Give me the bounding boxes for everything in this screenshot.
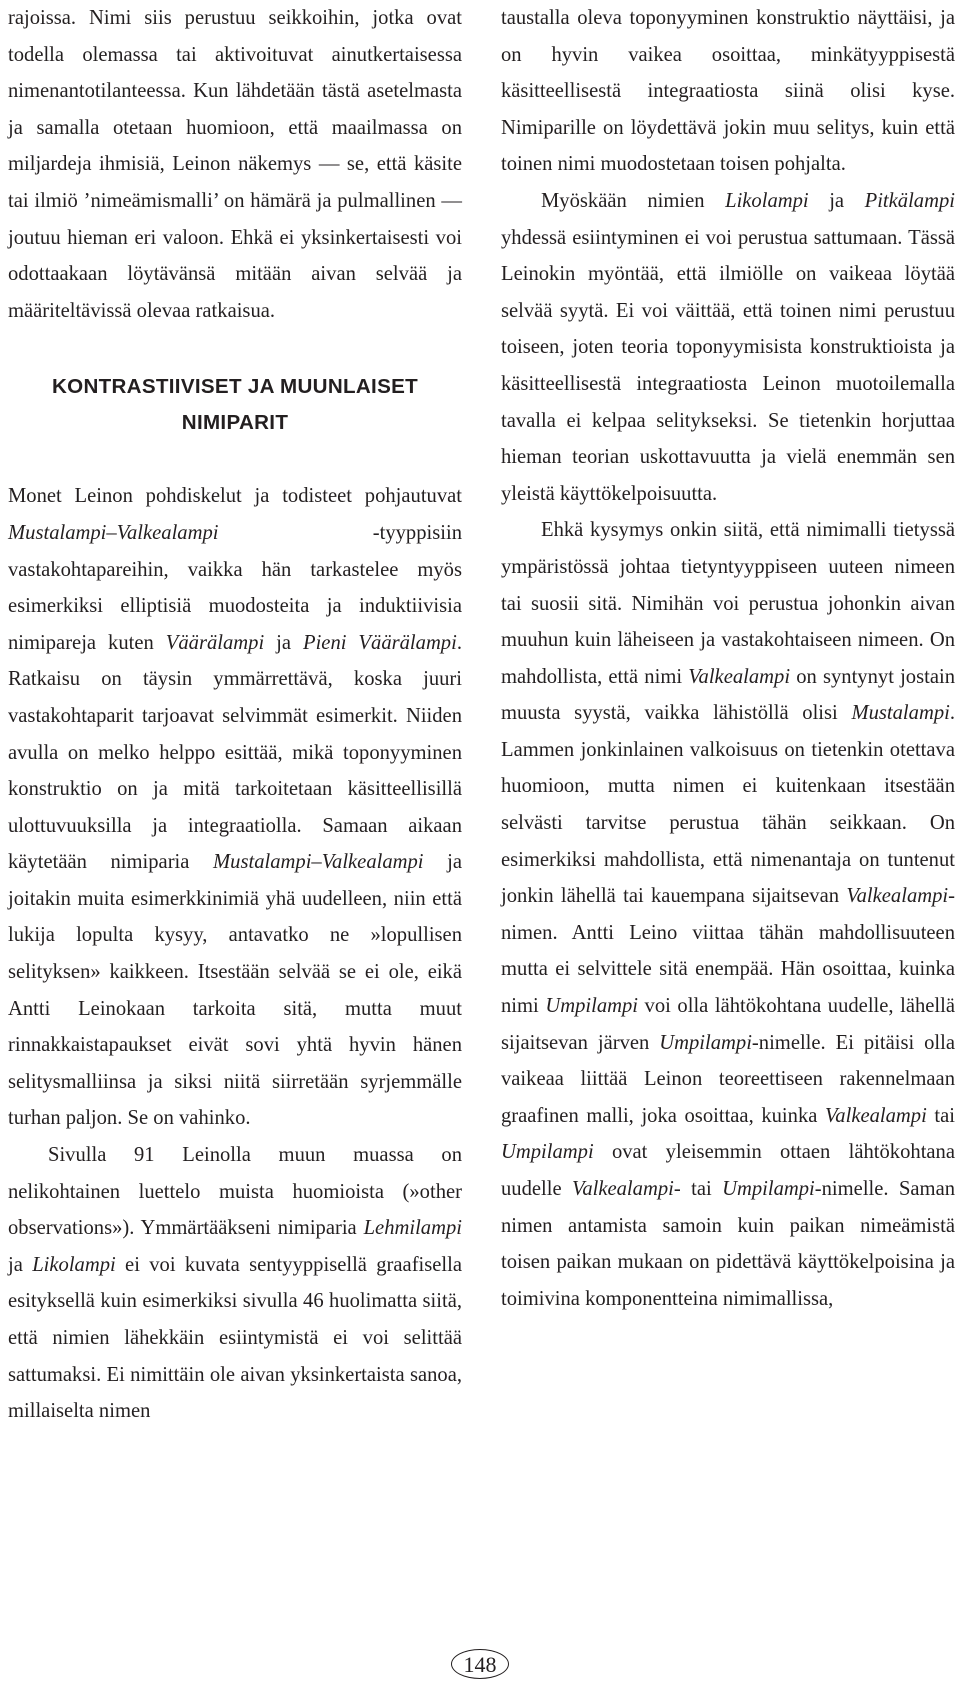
italic-place-name: Likolampi — [32, 1253, 116, 1276]
text-span: Sivulla 91 Leinolla muun muassa on nelikohtainen luettelo muista huomioista (»other observations»). Ymmärtääkseni nimiparia — [8, 1144, 462, 1240]
paragraph-intro: rajoissa. Nimi siis perustuu seikkoihin, jotka ovat todella olemassa tai aktivoituvat ainutkertaisessa nimenantotilanteessa. Kun lähdetään tästä asetelmasta ja samalla otetaan huomioon, että maailmassa on miljardeja ihmisiä, Leinon näkemys — se, että käsite tai ilmiö ’nimeämismalli’ on hämärä ja pulmallinen — joutuu hieman eri valoon. Ehkä ei yksinkertaisesti voi odottaakaan löytävänsä mitään aivan selvää ja määriteltävissä olevaa ratkaisua. — [8, 7, 462, 322]
paragraph-likolampi-pitkalampi — [501, 183, 955, 512]
text-span: Myöskään nimien — [541, 189, 726, 212]
text-span: Monet Leinon pohdiskelut ja todisteet pohjautuvat — [8, 485, 462, 508]
section-heading-line1: KONTRASTIIVISET JA MUUNLAISET — [51, 375, 419, 399]
paragraph-contrastive-pairs — [8, 478, 462, 1137]
left-column — [8, 0, 462, 1430]
paragraph-continuation: taustalla oleva toponyyminen konstruktio näyttäisi, ja on hyvin vaikea osoittaa, minkätyyppisestä käsitteellisestä integraatiosta siinä olisi kyse. Nimiparille on löydettävä jokin muu selitys, kuin että toinen nimi muodostetaan toisen pohjalta. — [501, 7, 955, 176]
text-span: ja — [264, 631, 303, 654]
italic-place-name: Mustalampi–Valkealampi — [213, 851, 424, 874]
italic-place-name: Valkealampi — [825, 1104, 927, 1127]
page-number: 148 — [451, 1649, 509, 1679]
section-heading — [8, 369, 462, 441]
italic-place-name: Pitkälampi — [864, 189, 955, 212]
italic-place-name: Valkealampi — [688, 665, 791, 688]
text-span: ei voi kuvata sentyyppisellä graafisella esityksellä kuin esimerkiksi sivulla 46 huolimatta siitä, että nimien lähekkäin esiintymistä ei voi selittää sattumaksi. Ei nimittäin ole aivan yksinkertaista sanoa, millaiselta nimen — [8, 1253, 463, 1423]
italic-place-name: Umpilampi — [722, 1178, 815, 1200]
text-span: . Ratkaisu on täysin ymmärrettävä, koska juuri vastakohtaparit tarjoavat selvimmät esimerkit. Niiden avulla on melko helppo esittää, mikä toponyyminen konstruktio on ja mitä tarkoitetaan käsitteellisillä ulottuvuuksilla ja integraatiolla. Samaan aikaan käytetään nimiparia — [8, 631, 462, 874]
italic-place-name: Umpilampi — [545, 995, 638, 1018]
italic-place-name: Umpilampi — [501, 1141, 594, 1164]
text-span: ja — [8, 1253, 33, 1276]
italic-place-name: Likolampi — [725, 189, 809, 212]
text-span: yhdessä esiintyminen ei voi perustua sattumaan. Tässä Leinokin myöntää, että ilmiölle on vaikeaa löytää selvää syytä. Ei voi väittää, että toinen nimi perustuu toiseen, joten teoria toponyymisista konstruktioista ja käsitteellisestä integraatiosta Leinon muotoilemalla tavalla ei kelpaa selitykseksi. Se tietenkin horjuttaa hieman teorian uskottavuutta ja vielä enemmän sen yleistä käyttökelpoisuutta. — [501, 226, 955, 505]
text-span: ja joitakin muita esimerkkinimiä yhä uudelleen, niin että lukija lopulta kysyy, antavatko ne »lopullisen selityksen» kaikkeen. Itsestään selvää se ei ole, eikä Antti Leinokaan tarkoita sitä, mutta muut rinnakkaistapaukset eivät sovi yhtä hyvin hänen selitysmalliinsa ja siksi niitä siirretään syrjemmälle turhan paljon. Se on vahinko. — [8, 851, 463, 1130]
italic-place-name: Mustalampi–Valkealampi — [8, 521, 219, 544]
italic-place-name: Valkealampi — [572, 1178, 674, 1200]
italic-place-name: Väärälampi — [165, 631, 265, 654]
italic-place-name: Mustalampi — [851, 702, 950, 725]
text-span: -tyyppisiin vastakohtapareihin, vaikka hän tarkastelee myös esimerkiksi elliptisiä muodosteita ja induktiivisia nimipareja kuten — [8, 521, 462, 654]
text-span: ja — [808, 189, 865, 212]
page-footer — [0, 1649, 960, 1679]
text-span: -nimelle. Ei pitäisi olla vaikeaa liittää Leinon teoreettiseen rakennelmaan graafinen malli, joka osoittaa, kuinka — [501, 1031, 955, 1127]
italic-place-name: Valkealampi — [846, 885, 949, 908]
text-span: Ehkä kysymys onkin siitä, että nimimalli tietyssä ympäristössä johtaa tietyntyyppiseen uuteen nimeen tai suosii sitä. Nimihän voi perustua johonkin aivan muuhun kuin läheiseen ja vastakohtaiseen nimeen. On mahdollista, että nimi — [501, 519, 955, 688]
paragraph-other-observations — [8, 1137, 462, 1430]
text-span: ovat yleisemmin ottaen lähtökohtana uudelle — [501, 1141, 955, 1200]
text-span: voi olla lähtökohtana uudelle, lähellä sijaitsevan järven — [501, 995, 955, 1054]
text-span: -nimelle. Saman nimen antamista samoin kuin paikan nimeämistä toisen paikan mukaan on pidettävä käyttökelpoisina ja toimivina komponentteina nimimallissa, — [501, 1178, 956, 1310]
paragraph-name-model — [501, 512, 955, 1317]
section-heading-line2: NIMIPARIT — [181, 411, 289, 435]
right-column — [501, 0, 955, 1317]
text-span: . Lammen jonkinlainen valkoisuus on tietenkin otettava huomioon, mutta nimen ei kuitenkaan itsestään selvästi tarvitse perustua tähän seikkaan. On esimerkiksi mahdollista, että nimenantaja on tuntenut jonkin lähellä tai kauempana sijaitsevan — [501, 702, 955, 908]
italic-place-name: Pieni Väärälampi — [303, 631, 457, 654]
italic-place-name: Lehmilampi — [363, 1217, 462, 1240]
text-span: tai — [926, 1104, 956, 1127]
italic-place-name: Umpilampi — [659, 1031, 752, 1054]
text-span: on syntynyt jostain muusta syystä, vaikka lähistöllä olisi — [501, 665, 955, 725]
text-span: -nimen. Antti Leino viittaa tähän mahdollisuuteen mutta ei selvittele sitä enempää. Hän osoittaa, kuinka nimi — [501, 885, 955, 1018]
text-span: - tai — [673, 1178, 723, 1200]
